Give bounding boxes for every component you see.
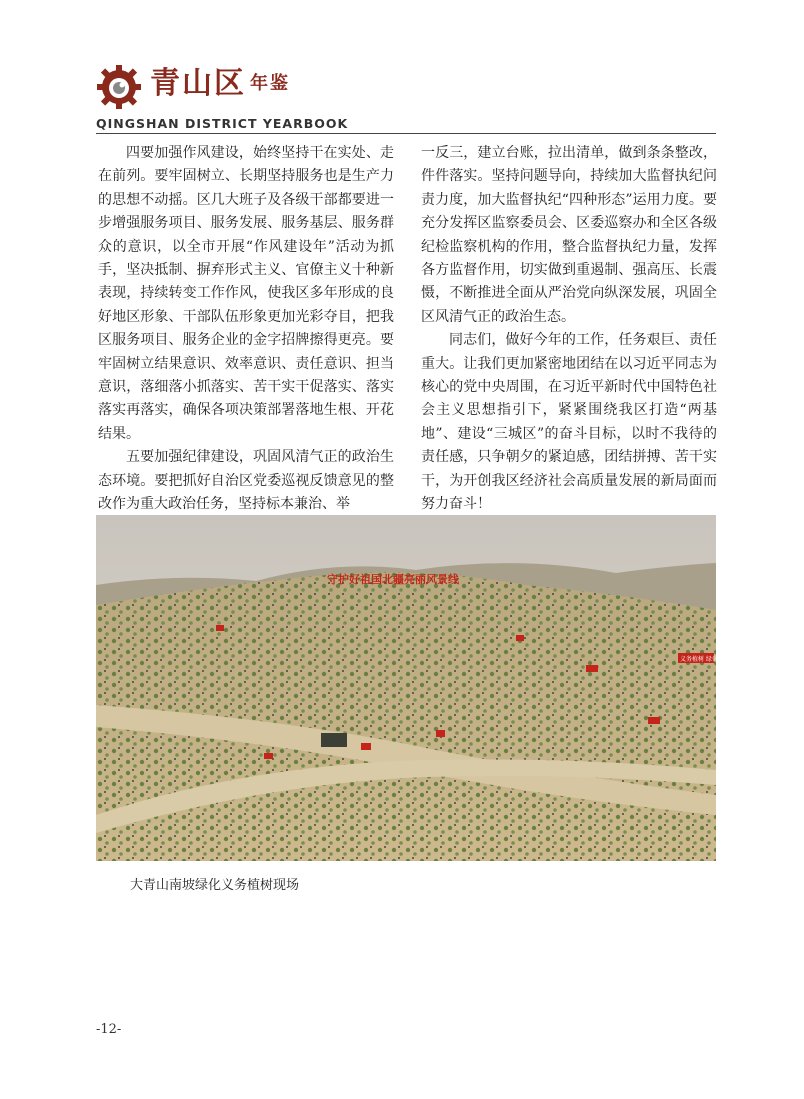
paragraph-style: 四要加强作风建设，始终坚持干在实处、走在前列。要牢固树立、长期坚持服务也是生产力的思想不动摇。区几大班子及各级干部都要进一步增强服务项目、服务发展、服务基层、服务群众的意识，以全市开展“作风建设年”活动为抓手，坚决抵制、摒弃形式主义、官僚主义十种新表现，持续转变工作作风，使我区多年形成的良好地区形象、干部队伍形象更加光彩夺目，把我区服务项目、服务企业的金字招牌擦得更亮。要牢固树立结果意识、效率意识、责任意识、担当意识，落细落小抓落实、苦干实干促落实、落实落实再落实，确保各项决策部署落地生根、开花结果。 [98,145,394,442]
photo-slogan: 守护好祖国北疆亮丽风景线 [327,573,459,586]
photo-caption: 大青山南坡绿化义务植树现场 [130,878,300,893]
gear-logo-icon [96,64,142,110]
yearbook-title-suffix: 年鉴 [250,73,290,94]
photo-banner: 义务植树 绿化家园 [680,656,730,663]
right-column [421,142,717,517]
paragraph-discipline: 五要加强纪律建设，巩固风清气正的政治生态环境。要把抓好自治区党委巡视反馈意见的整改作为重大政治任务，坚持标本兼治、举 [98,449,394,513]
tree-planting-photo [96,515,730,861]
left-column [98,142,394,517]
page-number: -12- [96,1022,122,1037]
yearbook-title: 青山区 年鉴 [150,66,290,101]
header-rule [96,133,716,134]
paragraph-closing: 同志们，做好今年的工作，任务艰巨、责任重大。让我们更加紧密地团结在以习近平同志为核心的党中央周围，在习近平新时代中国特色社会主义思想指引下，紧紧围绕我区打造“两基地”、建设“三城区”的奋斗目标，以时不我待的责任感，只争朝夕的紧迫感，团结拼搏、苦干实干，为开创我区经济社会高质量发展的新局面而努力奋斗！ [421,332,717,513]
paragraph-discipline-cont: 一反三，建立台账，拉出清单，做到条条整改，件件落实。坚持问题导向，持续加大监督执纪问责力度，加大监督执纪“四种形态”运用力度。要充分发挥区监察委员会、区委巡察办和全区各级纪检监察机构的作用，整合监督执纪力量，发挥各方监督作用，切实做到重遏制、强高压、长震慑，不断推进全面从严治党向纵深发展，巩固全区风清气正的政治生态。 [421,145,717,325]
yearbook-title-english: QINGSHAN DISTRICT YEARBOOK [96,116,349,131]
